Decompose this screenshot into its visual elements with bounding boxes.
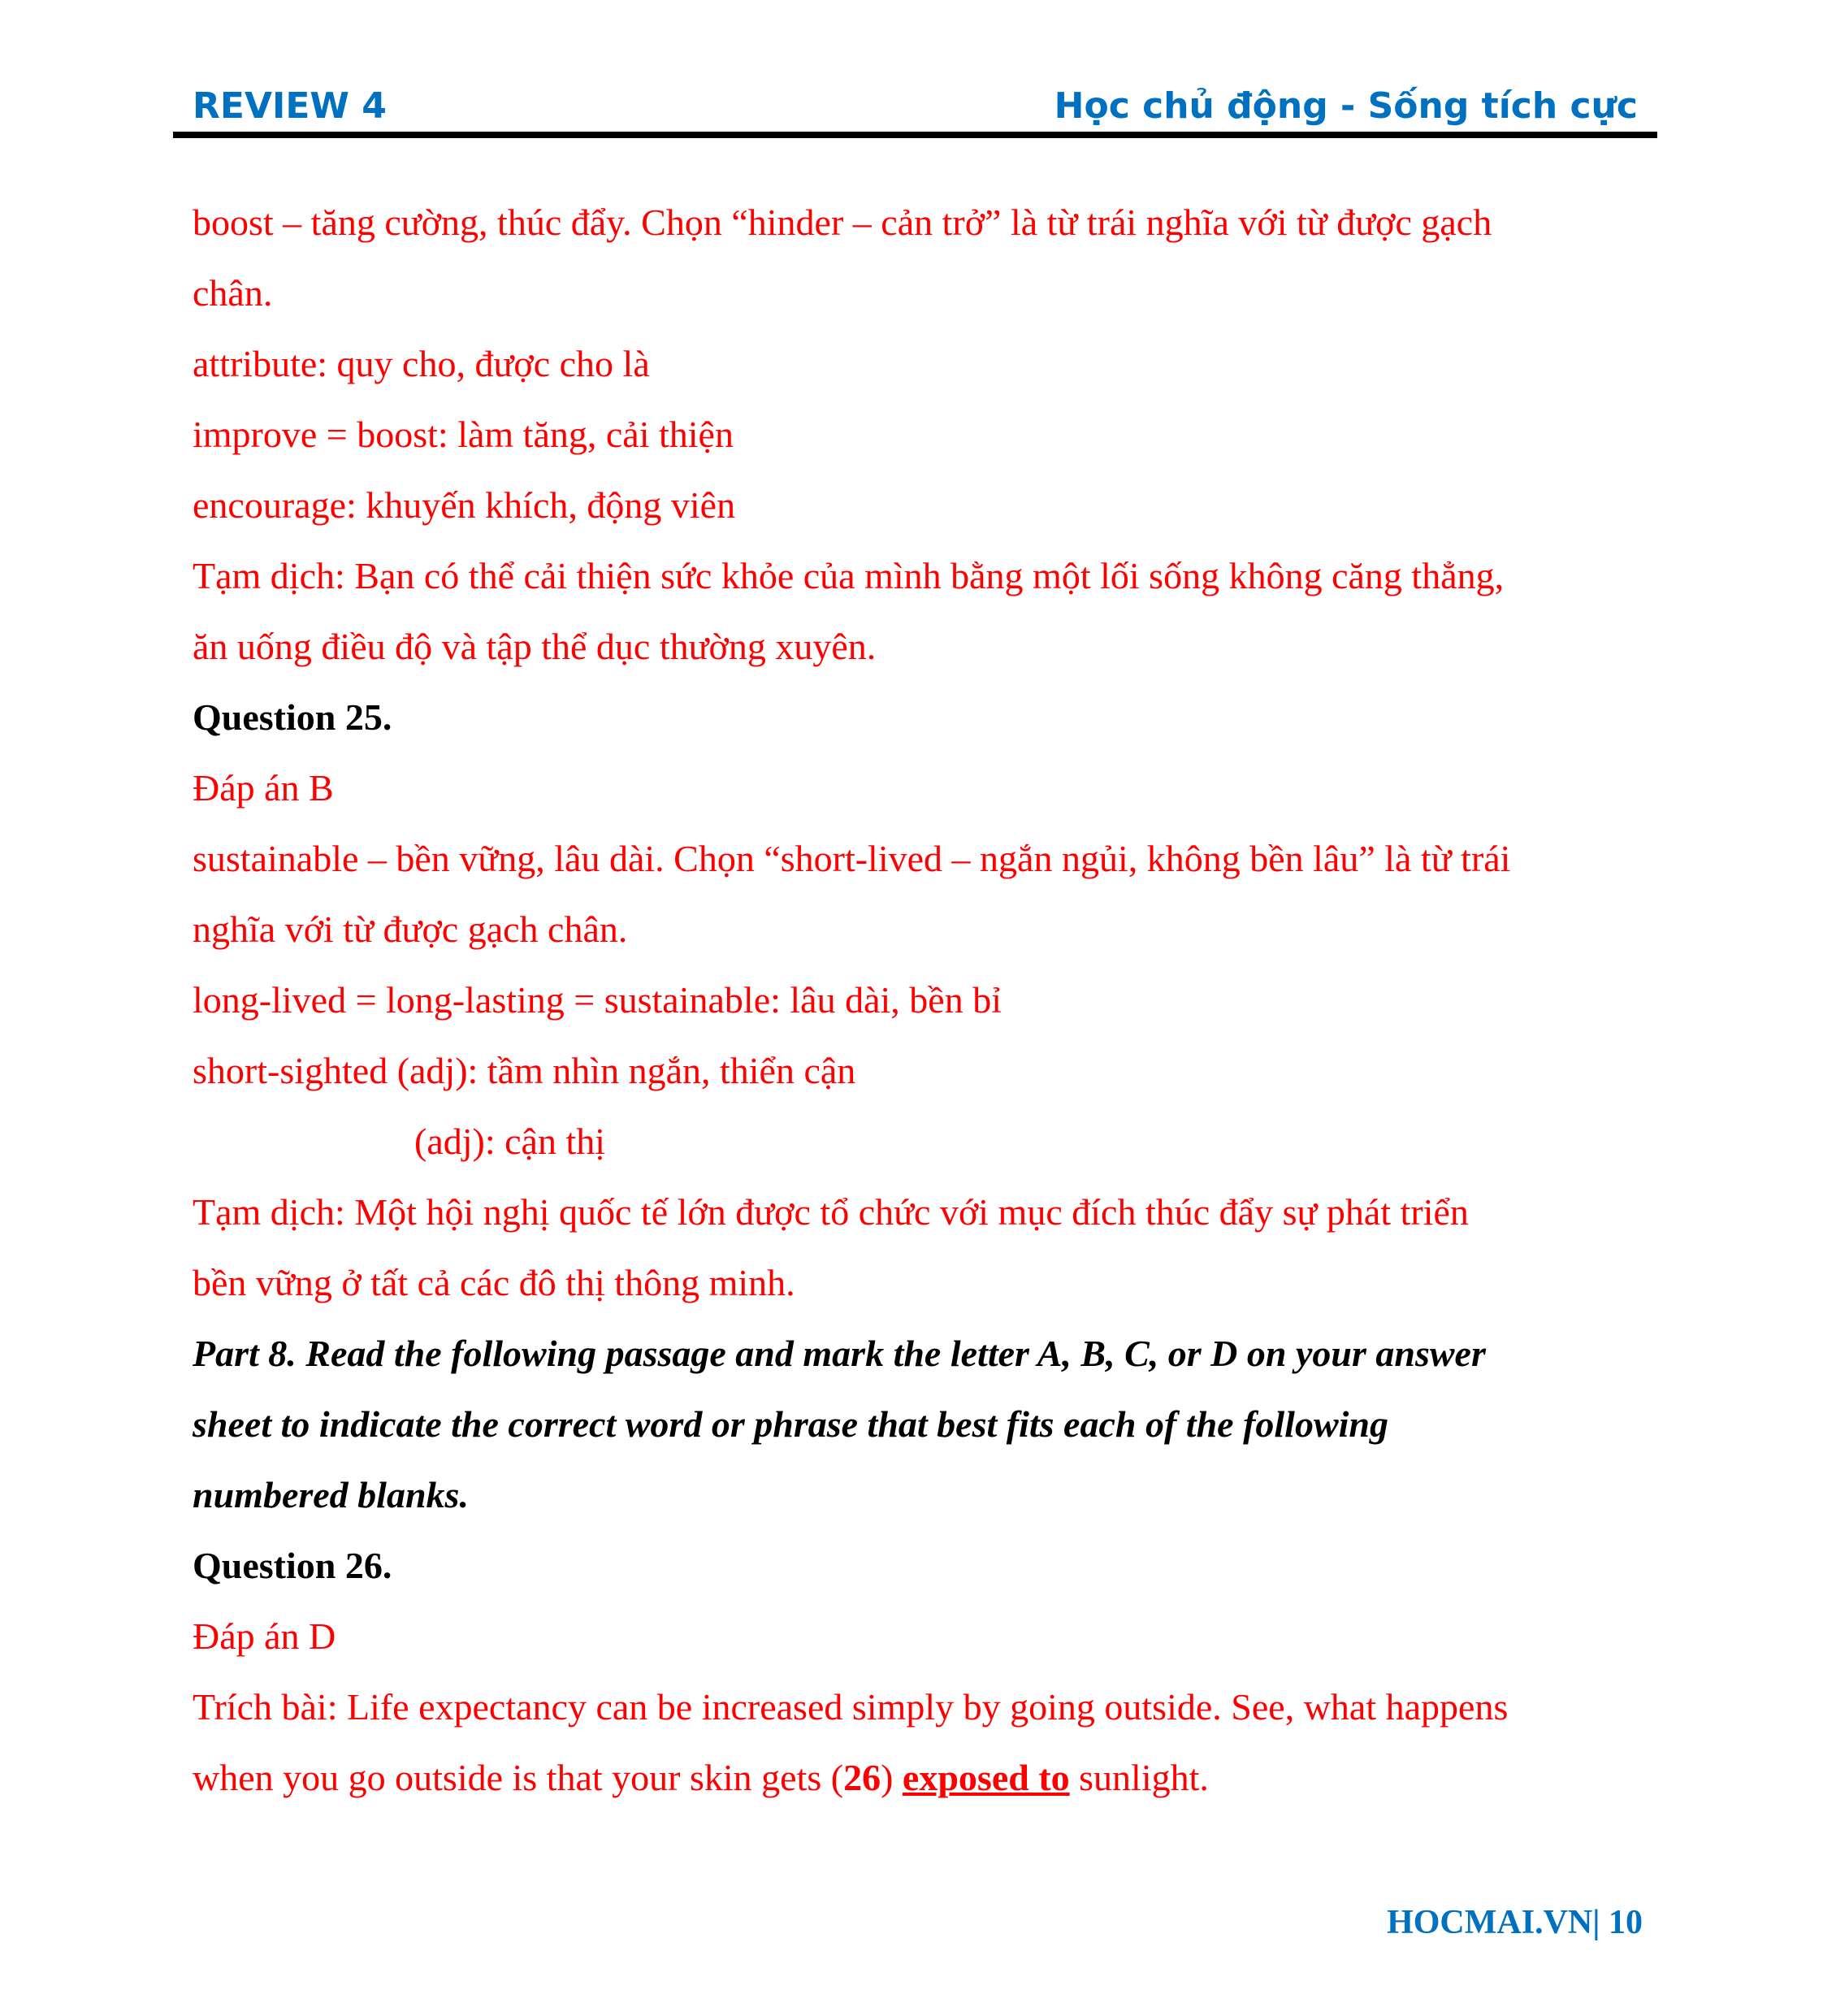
text-line: nghĩa với từ được gạch chân. [193, 908, 628, 950]
blank-number: 26 [843, 1757, 881, 1798]
question-heading-26: Question 26. [193, 1545, 392, 1586]
page-header [173, 85, 1657, 134]
answer-26: Đáp án D [193, 1615, 336, 1657]
part-8-instruction: sheet to indicate the correct word or phrase that best fits each of the following [193, 1403, 1388, 1445]
question-heading-25: Question 25. [193, 696, 392, 738]
text-line: chân. [193, 272, 273, 314]
footer-site: HOCMAI.VN| [1387, 1904, 1600, 1941]
text-line: short-sighted (adj): tầm nhìn ngắn, thiển cận [193, 1050, 856, 1091]
text-line: improve = boost: làm tăng, cải thiện [193, 414, 734, 455]
part-8-instruction: numbered blanks. [193, 1474, 469, 1515]
text-line: ăn uống điều độ và tập thể dục thường xuyên. [193, 626, 877, 667]
text-line: Trích bài: Life expectancy can be increased simply by going outside. See, what happens [193, 1686, 1509, 1728]
text-line: (adj): cận thị [414, 1121, 606, 1162]
text-line: sustainable – bền vững, lâu dài. Chọn “short-lived – ngắn ngủi, không bền lâu” là từ trái [193, 838, 1511, 879]
text-line: Tạm dịch: Bạn có thể cải thiện sức khỏe của mình bằng một lối sống không căng thẳng, [193, 555, 1505, 596]
text-line [193, 1742, 1647, 1813]
part-8-instruction: Part 8. Read the following passage and mark the letter A, B, C, or D on your answer [193, 1333, 1486, 1374]
underlined-answer: exposed to [902, 1757, 1070, 1798]
text-line: Tạm dịch: Một hội nghị quốc tế lớn được tổ chức với mục đích thúc đẩy sự phát triển [193, 1191, 1469, 1233]
header-slogan: Học chủ động - Sống tích cực [1054, 85, 1638, 127]
text-fragment: ) [881, 1757, 903, 1798]
text-line: boost – tăng cường, thúc đẩy. Chọn “hinder – cản trở” là từ trái nghĩa với từ được gạch [193, 202, 1492, 243]
document-body [193, 187, 1647, 1813]
answer-25: Đáp án B [193, 767, 334, 809]
page-number: 10 [1609, 1904, 1643, 1941]
text-line: encourage: khuyến khích, động viên [193, 484, 736, 526]
text-fragment: sunlight. [1069, 1757, 1209, 1798]
page-footer [1387, 1903, 1643, 1942]
text-line: long-lived = long-lasting = sustainable: lâu dài, bền bỉ [193, 979, 1002, 1021]
header-divider [173, 132, 1657, 138]
header-review-title: REVIEW 4 [193, 85, 387, 127]
text-fragment: when you go outside is that your skin gets ( [193, 1757, 844, 1798]
text-line: bền vững ở tất cả các đô thị thông minh. [193, 1262, 795, 1303]
text-line: attribute: quy cho, được cho là [193, 343, 650, 384]
